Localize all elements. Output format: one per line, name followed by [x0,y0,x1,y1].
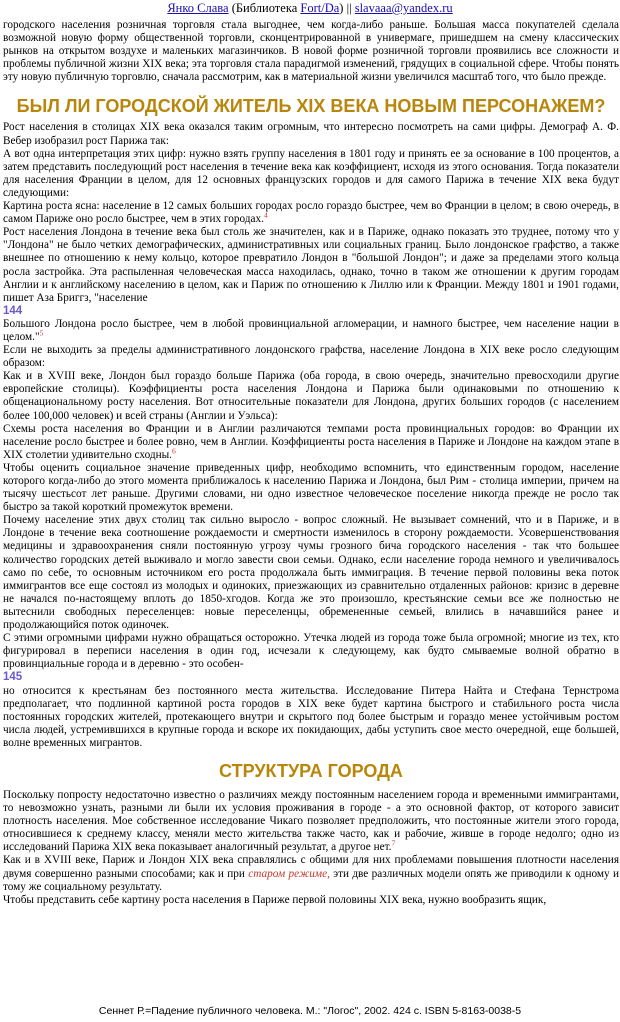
italic-term: старом режиме, [248,867,330,880]
library-link[interactable]: Fort/Da [300,1,340,15]
paragraph: Картина роста ясна: население в 12 самых больших городах росло гораздо быстрее, чем во Франции в целом; в свою очередь, в самом Париже оно росло быстрее, чем в этих городах.$^4$ [3,200,619,226]
section-heading: БЫЛ ЛИ ГОРОДСКОЙ ЖИТЕЛЬ XIX ВЕКА НОВЫМ ПЕРСОНАЖЕМ? [16,96,606,117]
paragraph: А вот одна интерпретация этих цифр: нужно взять группу населения в 1801 году и принять ее за основание в 100 процентов, а затем представить последующий рост населения в течение века как коэффициент, исходя из этого основания. Тогда показатели для населения Франции в целом, для 12 основных французских городов и для самого Парижа в течение XIX века будут следующими: [3,147,619,199]
paragraph: Схемы роста населения во Франции и в Англии различаются темпами роста провинциальных городов: во Франции их население росло быстрее и более ровно, чем в Англии. Коэффициенты роста населения в Париже и Лондоне на каждом этапе в XIX столетии удивительно сходны.$^6$ [3,422,619,461]
paragraph: Если не выходить за пределы административного лондонского графства, население Лондона в XIX веке росло следующим образом: [3,344,619,370]
footnote-marker[interactable]: 4 [263,210,268,220]
paragraph: Как и в XVIII веке, Лондон был гораздо больше Парижа (оба города, в свою очередь, значительно превосходили другие европейские столицы). Коэффициенты роста населения Лондона и Парижа были одинаковыми по отношению к общенациональному росту населения. Вот относительные показатели для Лондона, других больших городов (с населением более 100,000 человек) и всей страны (Англии и Уэльса): [3,370,619,422]
paragraph: Чтобы оценить социальное значение приведенных цифр, необходимо вспомнить, что единственным городом, население которого когда-либо до этого момента приближалось к населению Парижа и Лондона, был Рим - столица империи, причем на тысячу шестьсот лет раньше. Другими словами, ни одно известное человеческое поселение никогда прежде не росло так быстро за такой короткий промежуток времени. [3,461,619,514]
paragraph: Поскольку попросту недостаточно известно о различиях между постоянным населением города и временными иммигрантами, то невозможно узнать, разными ли были их условия проживания в городе - а это основной фактор, от которого зависит плотность населения. Мое собственное исследование Чикаго позволяет предположить, что постоянные жители этого города, относившиеся к среднему классу, меняли место жительства также часто, как и рабочие, живше в городе недолго; одно из исследований Парижа XIX века показывает аналогичный результат, а другое нет.$^7$ [3,788,619,854]
paragraph: Большого Лондона росло быстрее, чем в любой провинциальной агломерации, и намного быстрее, чем население нации в целом."$^5$ [3,317,619,343]
paragraph: Рост населения в столицах XIX века оказался таким огромным, что интересно посмотреть на сами цифры. Демограф А. Ф. Вебер изобразил рост Парижа так: [3,121,619,147]
paragraph: Почему население этих двух столиц так сильно выросло - вопрос сложный. Не вызывает сомнений, что и в Париже, и в Лондоне в течение века соотношение рождаемости и смертности изменилось в сторону рождаемости. Усовершенствования медицины и здравоохранения сняли постоянную угрозу чумы грозного бича городского населения - так что большее количество городских детей выживало и могло завести свои семьи. Однако, если население города немного и увеличивалось само по себе, то основным источником его роста продолжала быть иммиграция. В течение первой половины века поток иммигрантов все еще состоял из молодых и одиноких, приезжающих из сравнительно отдаленных районов: кризис в деревне не начался по-настоящему вплоть до 1850-хгодов. Когда же это произошло, крестьянские семьи все же полностью не вытеснили свободных переселенцев: новые переселенцы, обремененные семьей, влились в начавшийся ранее и продолжающийся поток одиночек. [3,514,619,632]
email-link[interactable]: slavaaa@yandex.ru [354,1,453,15]
footnote-marker[interactable]: 6 [172,446,176,456]
page-header: Янко Слава (Библиотека Fort/Da) || slavaaa@yandex.ru [167,1,453,15]
page-number: 145 [3,671,23,684]
page-number: 144 [3,304,23,317]
footnote-marker[interactable]: 7 [391,838,396,848]
document-body [3,19,619,907]
paragraph: но относится к крестьянам без постоянного места жительства. Исследование Питера Найта и Стефана Тернстрома предполагает, что подлинной картиной роста городов в XIX веке будет картина быстрого и стабильного роста числа постоянных городских жителей, протекающего внутри и скрытого под более быстрым и гораздо менее устойчивым ростом числа людей, устремившихся в крупные города и вскоре их покидающих, дабы уступить свое место очередной, еще большей, волне временных мигрантов. [3,684,619,749]
author-link[interactable]: Янко Слава [167,1,229,15]
paragraph: С этими огромными цифрами нужно обращаться осторожно. Утечка людей из города тоже была огромной; многие из тех, кто фигурировал в переписи населения в один год, исчезали к следующему, как будто смываемые волной обратно в провинциальные города и в деревню - это особен- [3,632,619,671]
paragraph: Как и в XVIII веке, Париж и Лондон XIX века справлялись с общими для них проблемами повышения плотности населения двумя совершенно разными способами; как и при старом режиме, эти две различных модели опять же приводили к одному и тому же социальному результату. [3,854,620,893]
section-heading: СТРУКТУРА ГОРОДА [219,760,403,781]
footnote-marker[interactable]: 5 [39,328,44,338]
paragraph: Рост населения Лондона в течение века был столь же значителен, как и в Париже, однако показать это труднее, потому что у "Лондона" не было четких демографических, административных или социальных границ. Было лондонское графство, а также внешнее по отношению к нему кольцо, которое превратило Лондон в "большой Лондон"; и даже за пределами этого кольца росла застройка. Эта распыленная человеческая масса находилась, однако, точно в таком же отношении к другим городам Англии и к английскому населению в целом, как и Париж по отношению к Лиллю или к Франции. Между 1801 и 1901 годами, пишет Аза Бриггз, "население [3,226,619,304]
paragraph: Чтобы представить себе картину роста населения в Париже первой половины XIX века, нужно вообразить ящик, [3,893,547,906]
paragraph: городского населения розничная торговля стала выгоднее, чем когда-либо раньше. Большая масса покупателей сделала возможной новую форму общественной торговли, сконцентрированной в универмаге, пришедшем на смену классических рынков на открытом воздухе и маленьких магазинчиков. В новой форме розничной торговли проявились все сложности и проблемы публичной жизни XIX века; эта торговля стала парадигмой изменений, грядущих в социальной сфере. Чтобы понять эту новую публичную торговлю, сначала рассмотрим, как в материальной жизни увеличился масштаб того, что было прежде. [3,19,619,84]
page-footer: Сеннет Р.=Падение публичного человека. М.: "Логос", 2002. 424 с. ISBN 5-8163-0038-5 [98,1005,522,1017]
